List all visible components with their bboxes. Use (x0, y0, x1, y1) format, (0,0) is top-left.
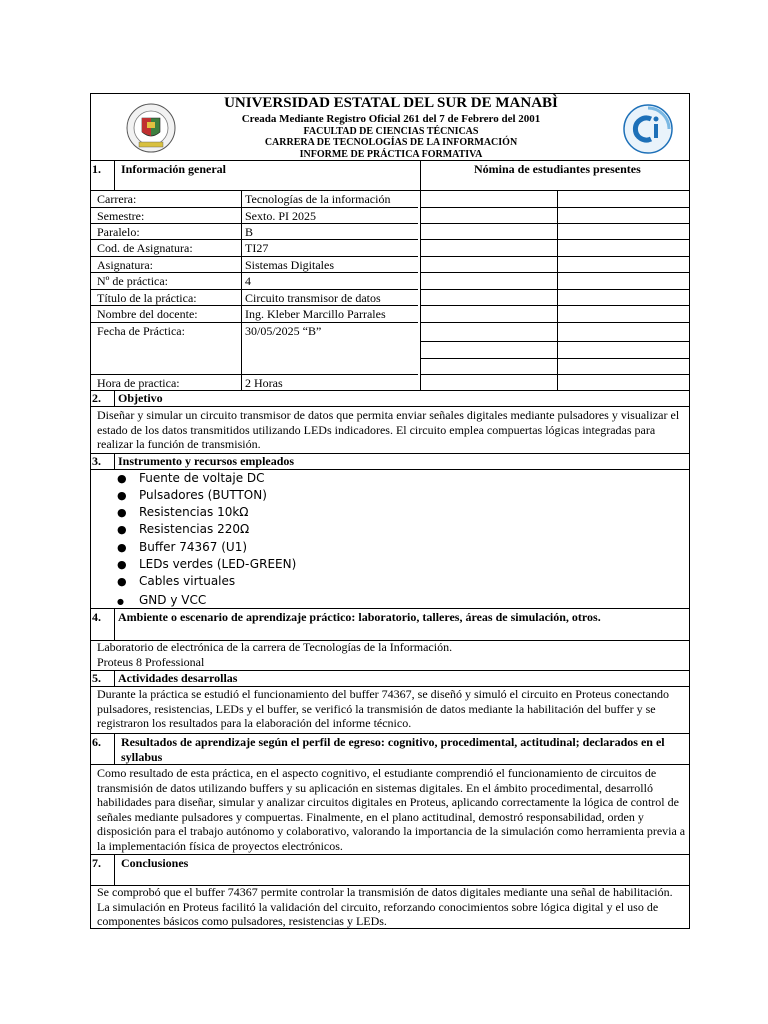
section7-title: Conclusiones (121, 856, 189, 870)
section6-title: Resultados de aprendizaje según el perfil de egreso: cognitivo, procedimental, actitudinal; declarados en el syllabus (121, 735, 665, 764)
bullet-icon: ● (117, 575, 127, 588)
bullet-icon: ● (117, 489, 127, 502)
info-label-titulo: Título de la práctica: (97, 291, 197, 305)
career-line: CARRERA DE TECNOLOGÍAS DE LA INFORMACIÓN (264, 137, 518, 148)
info-value-titulo: Circuito transmisor de datos (245, 291, 381, 305)
section2-title: Objetivo (118, 391, 163, 405)
info-label-semestre: Semestre: (97, 209, 145, 223)
info-value-numero: 4 (245, 274, 251, 288)
resource-item: ● Cables virtuales (117, 574, 236, 588)
info-label-docente: Nombre del docente: (97, 307, 198, 321)
environment-line-1: Laboratorio de electrónica de la carrera de Tecnologías de la Información. (97, 640, 453, 654)
info-value-hora: 2 Horas (245, 376, 283, 390)
info-value-docente: Ing. Kleber Marcillo Parrales (245, 307, 386, 321)
registry-line: Creada Mediante Registro Oficial 261 del 7 de Febrero del 2001 (241, 113, 541, 125)
resource-item: ● Buffer 74367 (U1) (117, 540, 248, 554)
info-label-asignatura: Asignatura: (97, 258, 153, 272)
info-value-asignatura: Sistemas Digitales (245, 258, 334, 272)
info-label-paralelo: Paralelo: (97, 225, 140, 239)
info-label-fecha: Fecha de Práctica: (97, 324, 185, 338)
bullet-icon: ● (117, 597, 124, 606)
section2-number: 2. (92, 391, 101, 405)
outcomes-text: Como resultado de esta práctica, en el aspecto cognitivo, el estudiante comprendió el funcionamiento de circuitos de transmisión de datos utilizando buffers y su aplicación en sistemas digitales. En el ámbito procedimental, desarrolló habilidades para diseñar, simular y analizar circuitos digitales en Proteus, aplicando correctamente la lógica de control de señales mediante pulsadores y compuertas. Finalmente, en el plano actitudinal, demostró responsabilidad, orden y disposición para el trabajo autónomo y colaborativo, valorando la importancia de la simulación como herramienta previa a la implementación física de proyectos electrónicos. (97, 766, 686, 853)
info-value-semestre: Sexto. PI 2025 (245, 209, 317, 223)
conclusions-text: Se comprobó que el buffer 74367 permite controlar la transmisión de datos digitales mediante una señal de habilitación. La simulación en Proteus facilitó la validación del circuito, reforzando conocimientos sobre lógica digital y el uso de componentes básicos como pulsadores, resistencias y LEDs. (97, 885, 673, 929)
section3-number: 3. (92, 454, 101, 468)
resource-item: ● Resistencias 220Ω (117, 522, 250, 536)
bullet-icon: ● (117, 523, 127, 536)
info-value-codigo: TI27 (245, 241, 269, 255)
bullet-icon: ● (117, 472, 127, 485)
resource-item: ● Pulsadores (BUTTON) (117, 488, 267, 502)
resource-item: ● LEDs verdes (LED-GREEN) (117, 557, 297, 571)
activities-text: Durante la práctica se estudió el funcionamiento del buffer 74367, se diseñó y simuló el circuito en Proteus conectando pulsadores, resistencias, LEDs y el buffer, se verificó la transmisión de datos mediante la habilitación del buffer y se registraron los resultados para la elaboración del informe técnico. (97, 687, 669, 731)
environment-line-2: Proteus 8 Professional (97, 655, 205, 669)
report-title: INFORME DE PRÁCTICA FORMATIVA (299, 149, 483, 160)
info-value-fecha: 30/05/2025 “B” (245, 324, 322, 338)
practice-report-form (90, 93, 690, 929)
section4-number: 4. (92, 610, 101, 624)
section3-title: Instrumento y recursos empleados (118, 454, 295, 468)
section5-number: 5. (92, 671, 101, 685)
bullet-icon: ● (117, 506, 127, 519)
resource-item: ● GND y VCC (117, 593, 207, 607)
section1-number: 1. (92, 162, 101, 176)
bullet-icon: ● (117, 541, 127, 554)
roster-title: Nómina de estudiantes presentes (474, 162, 641, 176)
objective-text: Diseñar y simular un circuito transmisor de datos que permita enviar señales digitales mediante pulsadores y visualizar el estado de los datos transmitidos utilizando LEDs indicadores. El circuito emplea compuertas lógicas integradas para realizar la función de transmisión. (97, 408, 680, 452)
university-name: UNIVERSIDAD ESTATAL DEL SUR DE MANABÌ (224, 95, 558, 111)
bullet-icon: ● (117, 558, 127, 571)
resource-item: ● Fuente de voltaje DC (117, 471, 265, 485)
section6-number: 6. (92, 735, 101, 749)
info-label-codigo: Cod. de Asignatura: (97, 241, 193, 255)
resource-item: ● Resistencias 10kΩ (117, 505, 249, 519)
section5-title: Actividades desarrollas (118, 671, 238, 685)
section7-number: 7. (92, 856, 101, 870)
section4-title: Ambiente o escenario de aprendizaje práctico: laboratorio, talleres, áreas de simulación, otros. (118, 610, 601, 624)
ti-career-logo-icon (621, 102, 675, 156)
info-label-hora: Hora de practica: (97, 376, 180, 390)
info-label-numero: Nº de práctica: (97, 274, 169, 288)
faculty-line: FACULTAD DE CIENCIAS TÉCNICAS (303, 126, 479, 137)
info-value-carrera: Tecnologías de la información (245, 192, 391, 206)
info-label-carrera: Carrera: (97, 192, 137, 206)
info-value-paralelo: B (245, 225, 254, 239)
section1-title: Información general (121, 162, 226, 176)
